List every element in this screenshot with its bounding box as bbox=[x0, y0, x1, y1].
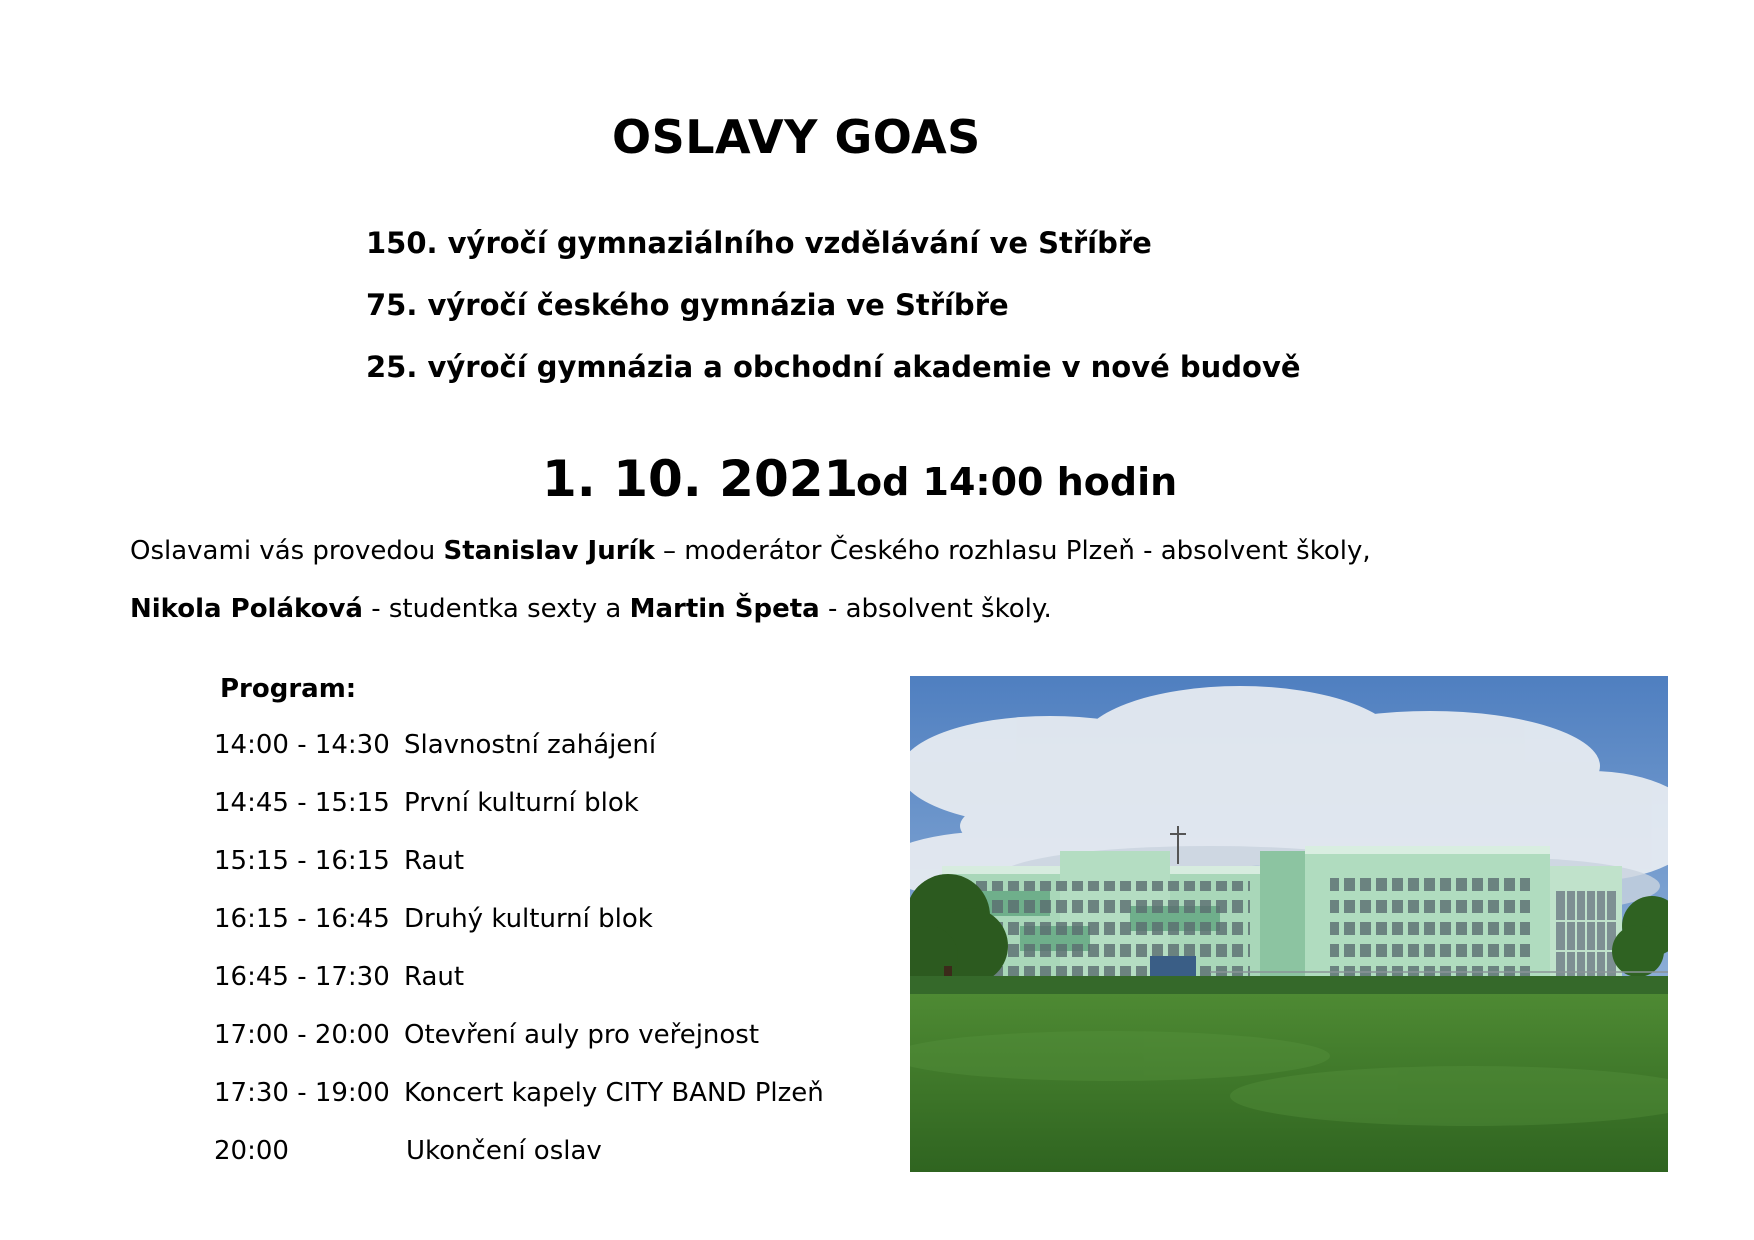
host-desc-jurik: – moderátor Českého rozhlasu Plzeň - absolvent školy, bbox=[654, 536, 1371, 566]
host-name-speta: Martin Špeta bbox=[629, 594, 820, 624]
school-building-photo bbox=[910, 676, 1668, 1172]
anniversary-line-25: 25. výročí gymnázia a obchodní akademie v nové budově bbox=[366, 350, 1301, 384]
host-desc-speta: - absolvent školy. bbox=[819, 594, 1052, 624]
program-time: 16:15 - 16:45 bbox=[214, 904, 390, 934]
hosts-intro-text: Oslavami vás provedou bbox=[130, 536, 444, 566]
program-time: 14:45 - 15:15 bbox=[214, 788, 390, 818]
hosts-line-1 bbox=[130, 536, 1371, 566]
program-heading: Program: bbox=[220, 674, 357, 704]
host-desc-polakova: - studentka sexty a bbox=[362, 594, 630, 624]
event-time: od 14:00 hodin bbox=[856, 460, 1178, 504]
program-event: Druhý kulturní blok bbox=[404, 904, 653, 934]
program-time: 15:15 - 16:15 bbox=[214, 846, 390, 876]
anniversary-line-75: 75. výročí českého gymnázia ve Stříbře bbox=[366, 288, 1009, 322]
program-event: Raut bbox=[404, 846, 465, 876]
program-event: Ukončení oslav bbox=[406, 1136, 602, 1166]
program-event: První kulturní blok bbox=[404, 788, 639, 818]
program-event: Koncert kapely CITY BAND Plzeň bbox=[404, 1078, 824, 1108]
program-event: Raut bbox=[404, 962, 465, 992]
host-name-jurik: Stanislav Jurík bbox=[443, 536, 655, 566]
program-time: 16:45 - 17:30 bbox=[214, 962, 390, 992]
event-date: 1. 10. 2021 bbox=[542, 450, 859, 508]
host-name-polakova: Nikola Poláková bbox=[130, 594, 363, 624]
program-time: 17:30 - 19:00 bbox=[214, 1078, 390, 1108]
hosts-line-2 bbox=[130, 594, 1052, 624]
program-time: 14:00 - 14:30 bbox=[214, 730, 390, 760]
program-time: 20:00 bbox=[214, 1136, 289, 1166]
anniversary-line-150: 150. výročí gymnaziálního vzdělávání ve Stříbře bbox=[366, 226, 1152, 260]
program-time: 17:00 - 20:00 bbox=[214, 1020, 390, 1050]
program-event: Otevření auly pro veřejnost bbox=[404, 1020, 760, 1050]
program-event: Slavnostní zahájení bbox=[404, 730, 657, 760]
page-title: OSLAVY GOAS bbox=[612, 110, 981, 164]
